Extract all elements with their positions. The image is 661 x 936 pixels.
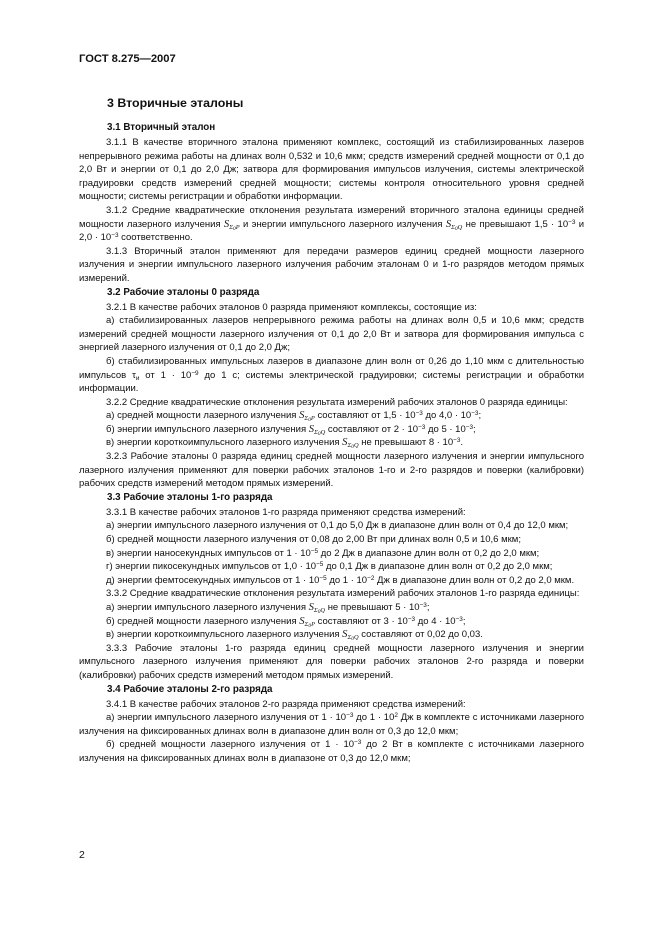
- document-body: [79, 93, 584, 766]
- subsection-title-3-4: 3.4 Рабочие эталоны 2-го разряда: [107, 683, 273, 695]
- document-header: ГОСТ 8.275—2007: [79, 53, 176, 65]
- list-item-3-2-1-a: а) стабилизированных лазеров непрерывного режима работы на длинах волн 0,5 и 10,6 мкм; средств измерений средней мощности лазерного излучения от 0,1 до 2,0 Вт и затвора для формирования импульса с энергией лазерного излучения от 0,1 до 2,0 Дж;: [79, 315, 584, 354]
- subsection-title-3-2: 3.2 Рабочие эталоны 0 разряда: [107, 286, 260, 298]
- list-item-3-2-1-b: б) стабилизированных импульсных лазеров в диапазоне длин волн от 0,26 до 1,10 мкм с длительностью импульсов $\tau_и$ от $1 \cdot 10^{-9}$ до 1 с; системы электрической градуировки; системы регистрации и обработки информации.: [79, 355, 585, 395]
- paragraph-3-2-3: 3.2.3 Рабочие эталоны 0 разряда единиц средней мощности лазерного излучения и энергии импульсного лазерного излучения применяют для поверки рабочих эталонов 1-го и 2-го разрядов и поверки (калибровки) рабочих средств измерений методом прямых измерений.: [79, 451, 584, 490]
- symbol-S-sum-0Q: $S_{\Sigma_0Q}$: [308, 423, 326, 437]
- paragraph-3-1-3: 3.1.3 Вторичный эталон применяют для передачи размеров единиц средней мощности лазерного излучения и энергии импульсного лазерного излучения рабочим эталонам 0 и 1-го разрядов методом прямых измерений.: [79, 245, 584, 284]
- paragraph-3-3-1: 3.3.1 В качестве рабочих эталонов 1-го разряда применяют средства измерений:: [106, 506, 466, 518]
- paragraph-3-2-2: 3.2.2 Средние квадратические отклонения результата измерений рабочих эталонов 0 разряда единицы:: [106, 396, 568, 408]
- list-item-3-2-2-c: в) энергии короткоимпульсного лазерного излучения $S_{\Sigma_0Q}$ не превышают $8 \cdot 10^{-3}$.: [106, 437, 464, 451]
- section-title: 3 Вторичные эталоны: [107, 96, 244, 110]
- symbol-S-sum-0Q: $S_{\Sigma_0Q}$: [308, 602, 326, 615]
- page-number: 2: [79, 850, 85, 861]
- paragraph-3-3-2: 3.3.2 Средние квадратические отклонения результата измерений рабочих эталонов 1-го разряда единицы:: [106, 588, 580, 600]
- symbol-S-sum-0P: $S_{\Sigma_0P}$: [299, 410, 315, 424]
- list-item-3-3-1-a: а) энергии импульсного лазерного излучения от 0,1 до 5,0 Дж в диапазоне длин волн от 0,4 до 12,0 мкм;: [106, 520, 569, 532]
- list-item-3-2-2-a: а) средней мощности лазерного излучения $S_{\Sigma_0P}$ составляют от $1,5 \cdot 10^{-3}$ до $4,0 \cdot 10^{-3}$;: [106, 410, 482, 424]
- list-item-3-3-1-c: в) энергии наносекундных импульсов от $1 \cdot 10^{-5}$ до 2 Дж в диапазоне длин волн от 0,2 до 2,0 мкм;: [106, 547, 540, 559]
- paragraph-3-2-1: 3.2.1 В качестве рабочих эталонов 0 разряда применяют комплексы, состоящие из:: [106, 301, 477, 313]
- list-item-3-3-2-a: а) энергии импульсного лазерного излучения $S_{\Sigma_0Q}$ не превышают $5 \cdot 10^{-3}$;: [106, 602, 430, 615]
- list-item-3-2-2-b: б) энергии импульсного лазерного излучения $S_{\Sigma_0Q}$ составляют от $2 \cdot 10^{-3}$ до $5 \cdot 10^{-3}$;: [106, 423, 476, 437]
- symbol-S-sum-0P: $S_{\Sigma_0P}$: [299, 615, 315, 629]
- list-item-3-3-1-b: б) средней мощности лазерного излучения от 0,08 до 2,00 Вт при длинах волн 0,5 и 10,6 мкм;: [106, 534, 521, 546]
- list-item-3-3-2-b: б) средней мощности лазерного излучения $S_{\Sigma_0P}$ составляют от $3 \cdot 10^{-3}$ до $4 \cdot 10^{-3}$;: [106, 615, 466, 629]
- list-item-3-3-2-c: в) энергии короткоимпульсного лазерного излучения $S_{\Sigma_0Q}$ составляют от 0,02 до 0,03.: [106, 629, 483, 643]
- list-item-3-4-1-a: а) энергии импульсного лазерного излучения от $1 \cdot 10^{-3}$ до $1 \cdot 10^2$ Дж в комплекте с источниками лазерного излучения на фиксированных длинах волн в диапазоне длин волн от 0,3 до 12,0 мкм;: [79, 712, 584, 737]
- paragraph-3-1-1: 3.1.1 В качестве вторичного эталона применяют комплекс, состоящий из стабилизированных лазеров непрерывного режима работы на длинах волн 0,532 и 10,6 мкм; средств измерений средней мощности от 0,1 до 2,0 Вт и энергии от 0,1 до 2,0 Дж; затвора для формирования импульсов излучения, системы электрической градуировки средств измерений средней мощности; системы контроля относительного уровня средней мощности; системы регистрации и обработки информации.: [79, 137, 584, 203]
- paragraph-3-1-2: 3.1.2 Средние квадратические отклонения результата измерений вторичного эталона единицы средней мощности лазерного излучения $S_{\Sigma_0P}$ и энергии импульсного лазерного излучения $S_{\Sigma_0Q}$ не превышают $1,5 \cdot 10^{-3}$ и $2,0 \cdot 10^{-3}$ соответственно.: [79, 204, 585, 244]
- list-item-3-3-1-e: д) энергии фемтосекундных импульсов от $1 \cdot 10^{-5}$ до $1 \cdot 10^{-2}$ Дж в диапазоне длин волн от 0,2 до 2,0 мкм.: [106, 574, 575, 586]
- symbol-S-sum-0Q: $S_{\Sigma_0Q}$: [445, 218, 463, 232]
- list-item-3-4-1-b: б) средней мощности лазерного излучения от $1 \cdot 10^{-3}$ до 2 Вт в комплекте с источниками лазерного излучения на фиксированных длинах волн в диапазоне от 0,3 до 12,0 мкм;: [79, 739, 584, 764]
- symbol-S-sum-0Q: $S_{\Sigma_0Q}$: [342, 629, 359, 643]
- paragraph-3-3-3: 3.3.3 Рабочие эталоны 1-го разряда единиц средней мощности лазерного излучения и энергии импульсного лазерного излучения применяют для поверки рабочих эталонов 2-го разряда и поверки (калибровки) рабочих средств измерений методом прямых измерений.: [79, 642, 584, 681]
- paragraph-3-4-1: 3.4.1 В качестве рабочих эталонов 2-го разряда применяют средства измерений:: [106, 698, 466, 710]
- symbol-S-sum-0P: $S_{\Sigma_0P}$: [223, 218, 240, 232]
- subsection-title-3-1: 3.1 Вторичный эталон: [107, 122, 216, 133]
- symbol-S-sum-0Q: $S_{\Sigma_0Q}$: [342, 437, 359, 451]
- list-item-3-3-1-d: г) энергии пикосекундных импульсов от $1,0 \cdot 10^{-5}$ до 0,1 Дж в диапазоне длин волн от 0,2 до 2,0 мкм;: [106, 561, 553, 573]
- subsection-title-3-3: 3.3 Рабочие эталоны 1-го разряда: [107, 491, 273, 503]
